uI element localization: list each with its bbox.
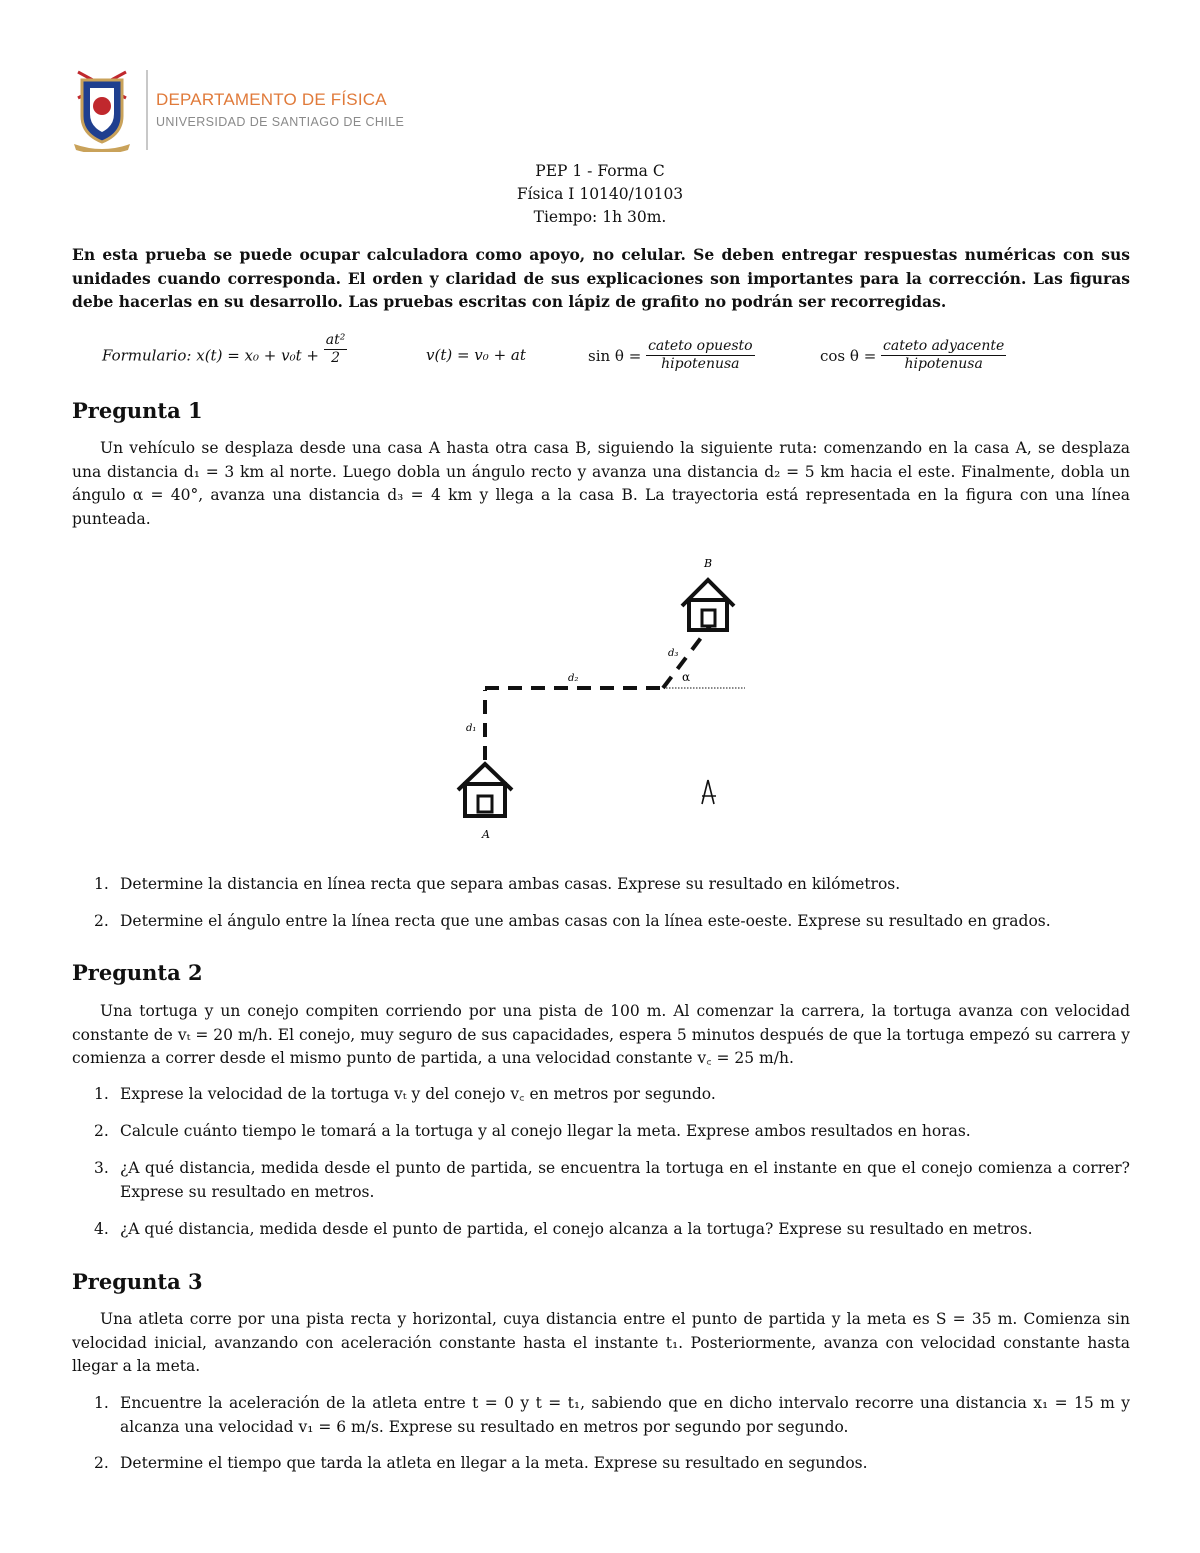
question-2-heading: Pregunta 2: [72, 960, 203, 985]
item-text: Encuentre la aceleración de la atleta entre t = 0 y t = t₁, sabiendo que en dicho intervalo recorre una distancia x₁ = 15 m y alcanza una velocidad v₁ = 6 m/s. Exprese su resultado en metros por segundo por segundo.: [120, 1394, 1130, 1436]
item-number: 3.: [94, 1159, 109, 1177]
label-d1: d₁: [466, 723, 477, 734]
house-b-icon: [682, 580, 734, 630]
department-header: [70, 68, 570, 154]
formula-sine-frac: [646, 338, 755, 373]
formula-sine-num: cateto opuesto: [648, 338, 753, 354]
formula-label: Formulario:: [102, 346, 192, 365]
question-1-heading: Pregunta 1: [72, 398, 203, 423]
item-number: 1.: [94, 875, 109, 893]
course-code: Física I 10140/10103: [516, 185, 684, 203]
formula-sine: [588, 338, 755, 373]
university-name: UNIVERSIDAD DE SANTIAGO DE CHILE: [156, 115, 405, 129]
item-text: ¿A qué distancia, medida desde el punto de partida, se encuentra la tortuga en el instante en que el conejo comienza a correr? Exprese su resultado en metros.: [120, 1159, 1130, 1201]
formula-cosine-lhs: cos θ =: [820, 346, 877, 365]
formula-velocity: v(t) = v₀ + at: [426, 346, 526, 364]
formula-cosine-num: cateto adyacente: [883, 338, 1005, 354]
item-text: Determine el ángulo entre la línea recta que une ambas casas con la línea este-oeste. Exprese su resultado en grados.: [120, 912, 1051, 930]
label-alpha: α: [682, 670, 691, 684]
question-3-heading: Pregunta 3: [72, 1269, 203, 1294]
label-d3: d₃: [668, 648, 679, 659]
formula-position-frac: [324, 332, 348, 367]
item-number: 1.: [94, 1085, 109, 1103]
north-arrow-icon: [702, 780, 716, 804]
question-3-text: Una atleta corre por una pista recta y horizontal, cuya distancia entre el punto de partida y la meta es S = 35 m. Comienza sin velocidad inicial, avanzando con aceleración constante hasta el instante t₁. Posteriormente, avanza con velocidad constante hasta llegar a la meta.: [72, 1310, 1130, 1375]
item-number: 2.: [94, 1122, 109, 1140]
formula-position: [102, 332, 347, 367]
label-b: B: [704, 557, 713, 570]
item-number: 1.: [94, 1394, 109, 1412]
question-2-text: Una tortuga y un conejo compiten corriendo por una pista de 100 m. Al comenzar la carrera, la tortuga avanza con velocidad constante de vₜ = 20 m/h. El conejo, muy seguro de sus capacidades, espera 5 minutos después de que la tortuga empezó su carrera y comienza a correr desde el mismo punto de partida, a una velocidad constante v꜀ = 25 m/h.: [72, 1002, 1130, 1067]
item-text: Calcule cuánto tiempo le tomará a la tortuga y al conejo llegar la meta. Exprese ambos resultados en horas.: [120, 1122, 971, 1140]
item-text: ¿A qué distancia, medida desde el punto de partida, el conejo alcanza a la tortuga? Exprese su resultado en metros.: [120, 1220, 1033, 1238]
exam-title-block: [0, 160, 1200, 229]
item-number: 2.: [94, 1454, 109, 1472]
formula-sine-den: hipotenusa: [661, 356, 740, 372]
university-crest-icon: [70, 68, 134, 152]
label-d2: d₂: [568, 673, 579, 684]
formula-sheet: [72, 332, 1130, 378]
formula-cosine: [820, 338, 1006, 373]
item-number: 2.: [94, 912, 109, 930]
label-a: A: [482, 828, 490, 841]
route-figure: [440, 548, 770, 848]
header-divider: [146, 70, 148, 150]
formula-sine-lhs: sin θ =: [588, 346, 642, 365]
formula-position-num: at²: [325, 332, 346, 348]
department-title: DEPARTAMENTO DE FÍSICA: [156, 90, 387, 109]
exam-instructions: En esta prueba se puede ocupar calculadora como apoyo, no celular. Se deben entregar respuestas numéricas con sus unidades cuando corresponda. El orden y claridad de sus explicaciones son importantes para la corrección. Las figuras debe hacerlas en su desarrollo. Las pruebas escritas con lápiz de grafito no podrán ser recorregidas.: [72, 245, 1130, 311]
formula-position-den: 2: [331, 350, 341, 366]
item-number: 4.: [94, 1220, 109, 1238]
formula-position-expr: x(t) = x₀ + v₀t +: [196, 346, 319, 365]
formula-cosine-frac: [881, 338, 1006, 373]
item-text: Determine el tiempo que tarda la atleta en llegar a la meta. Exprese su resultado en segundos.: [120, 1454, 868, 1472]
question-1-text: Un vehículo se desplaza desde una casa A hasta otra casa B, siguiendo la siguiente ruta: comenzando en la casa A, se desplaza una distancia d₁ = 3 km al norte. Luego dobla un ángulo recto y avanza una distancia d₂ = 5 km hacia el este. Finalmente, dobla un ángulo α = 40°, avanza una distancia d₃ = 4 km y llega a la casa B. La trayectoria está representada en la figura con una línea punteada.: [72, 439, 1130, 528]
item-text: Exprese la velocidad de la tortuga vₜ y del conejo v꜀ en metros por segundo.: [120, 1085, 716, 1103]
exam-time: Tiempo: 1h 30m.: [533, 208, 667, 226]
item-text: Determine la distancia en línea recta que separa ambas casas. Exprese su resultado en kilómetros.: [120, 875, 901, 893]
house-a-icon: [458, 764, 512, 816]
formula-cosine-den: hipotenusa: [904, 356, 983, 372]
exam-title: PEP 1 - Forma C: [535, 162, 665, 180]
